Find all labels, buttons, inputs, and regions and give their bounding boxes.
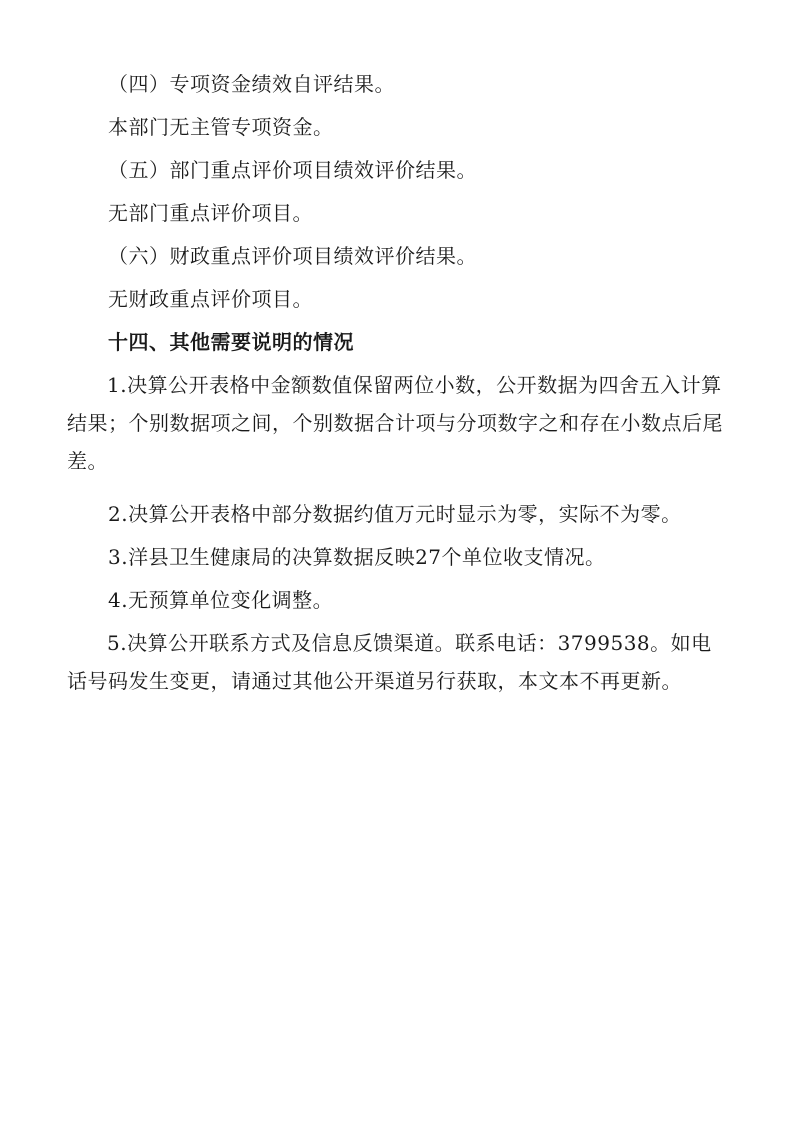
section-4-title: （四）专项资金绩效自评结果。	[108, 72, 395, 96]
item-1-paragraph: 1.决算公开表格中金额数值保留两位小数，公开数据为四舍五入计算结果；个别数据项之间，个别数据合计项与分项数字之和存在小数点后尾差。	[67, 373, 723, 473]
item-3-paragraph: 3.洋县卫生健康局的决算数据反映27个单位收支情况。	[108, 545, 606, 569]
item-4-paragraph: 4.无预算单位变化调整。	[108, 588, 334, 612]
section-5-text: 无部门重点评价项目。	[108, 201, 313, 225]
heading-14: 十四、其他需要说明的情况	[108, 330, 354, 354]
item-5-paragraph: 5.决算公开联系方式及信息反馈渠道。联系电话：3799538。如电话号码发生变更，请通过其他公开渠道另行获取，本文本不再更新。	[67, 631, 712, 693]
section-6-title: （六）财政重点评价项目绩效评价结果。	[108, 244, 477, 268]
section-5-title: （五）部门重点评价项目绩效评价结果。	[108, 158, 477, 182]
section-6-text: 无财政重点评价项目。	[108, 287, 313, 311]
section-4-text: 本部门无主管专项资金。	[108, 115, 334, 139]
item-2-paragraph: 2.决算公开表格中部分数据约值万元时显示为零，实际不为零。	[108, 502, 682, 526]
